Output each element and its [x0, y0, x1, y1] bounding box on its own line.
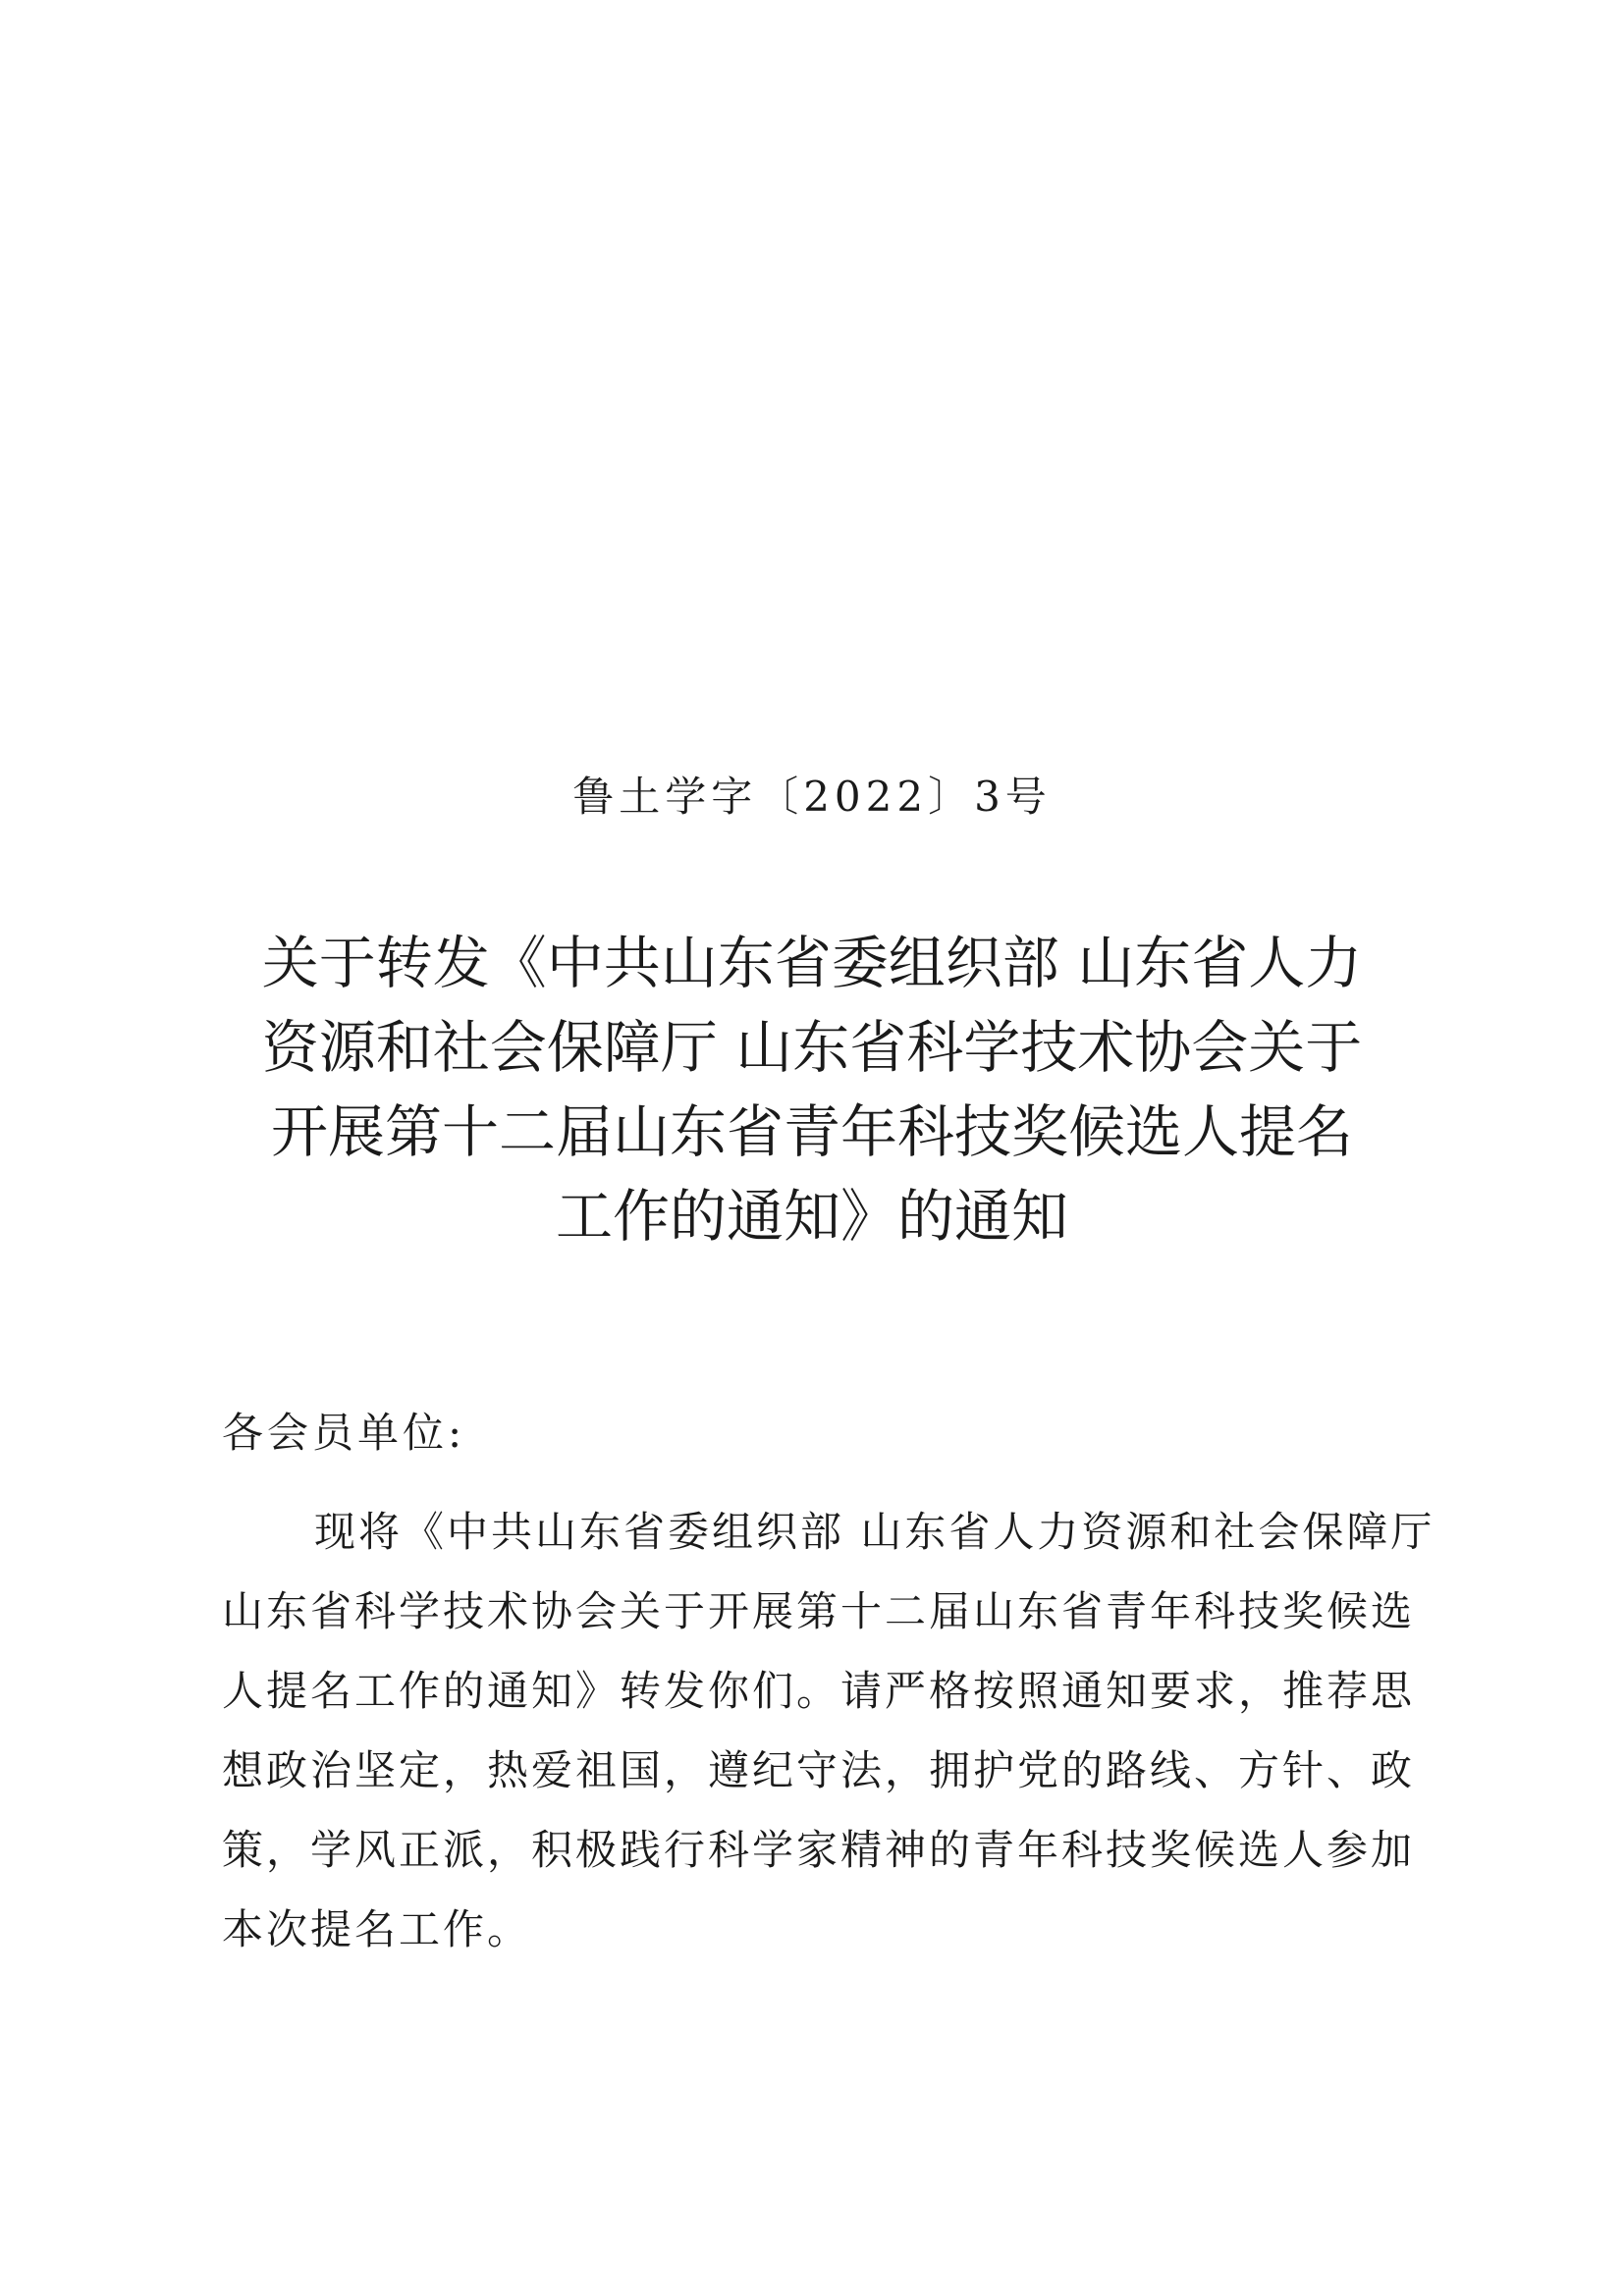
document-number: 鲁土学字〔2022〕3号 — [572, 773, 1052, 821]
title-line: 工作的通知》的通知 — [555, 1183, 1068, 1250]
body-line: 人提名工作的通知》转发你们。请严格按照通知要求，推荐思 — [222, 1667, 1416, 1715]
body-paragraph — [222, 1492, 1435, 1969]
salutation: 各会员单位: — [222, 1409, 466, 1457]
title-line: 开展第十二届山东省青年科技奖候选人提名 — [270, 1098, 1353, 1165]
body-line: 策，学风正派，积极践行科学家精神的青年科技奖候选人参加 — [222, 1826, 1416, 1874]
title-line: 资源和社会保障厅 山东省科学技术协会关于 — [261, 1014, 1363, 1081]
body-line: 山东省科学技术协会关于开展第十二届山东省青年科技奖候选 — [222, 1587, 1416, 1635]
body-line: 现将《中共山东省委组织部 山东省人力资源和社会保障厅 — [314, 1508, 1435, 1556]
body-line: 本次提名工作。 — [222, 1905, 532, 1953]
document-title — [196, 921, 1428, 1258]
title-line: 关于转发《中共山东省委组织部 山东省人力 — [261, 930, 1363, 996]
body-line: 想政治坚定，热爱祖国，遵纪守法，拥护党的路线、方针、政 — [222, 1746, 1416, 1794]
